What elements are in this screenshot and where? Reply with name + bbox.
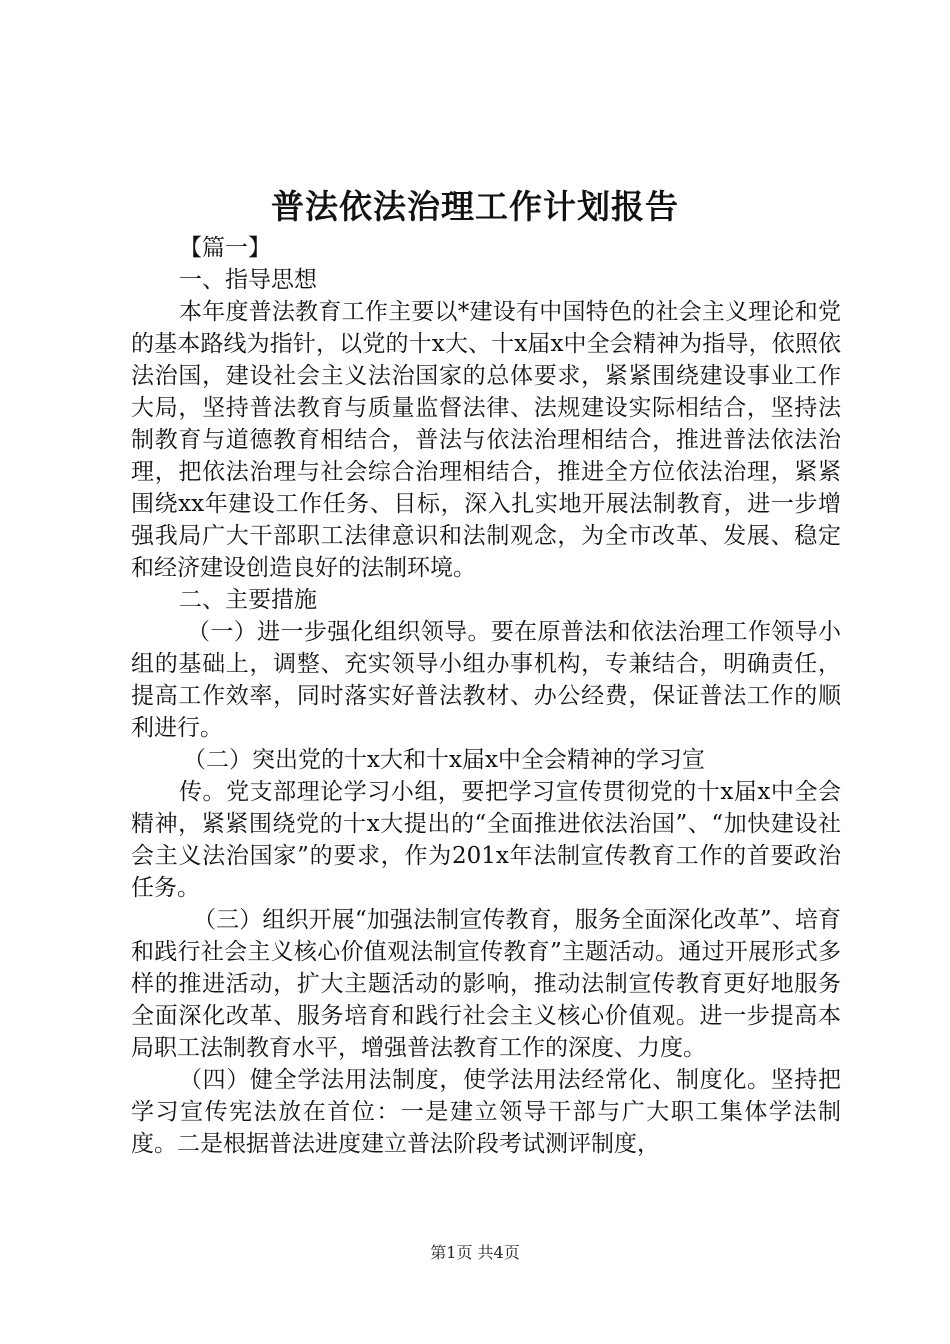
document-title: 普法依法治理工作计划报告 <box>271 187 679 226</box>
heading-guiding-ideology: 一、指导思想 <box>179 267 317 293</box>
paragraph-measure-1: （一）进一步强化组织领导。要在原普法和依法治理工作领导小组的基础上，调整、充实领导小组办事机构，专兼结合，明确责任，提高工作效率，同时落实好普法教材、办公经费，保证普法工作的顺利进行。 <box>131 619 841 741</box>
page-footer: 第1页 共4页 <box>430 1243 520 1262</box>
section-label: 【篇一】 <box>179 235 271 261</box>
paragraph-guiding-ideology: 本年度普法教育工作主要以*建设有中国特色的社会主义理论和党的基本路线为指针，以党的十x大、十x届x中全会精神为指导，依照依法治国，建设社会主义法治国家的总体要求，紧紧围绕建设事业工作大局，坚持普法教育与质量监督法律、法规建设实际相结合，坚持法制教育与道德教育相结合，普法与依法治理相结合，推进普法依法治理，把依法治理与社会综合治理相结合，推进全方位依法治理，紧紧围绕xx年建设工作任务、目标，深入扎实地开展法制教育，进一步增强我局广大干部职工法律意识和法制观念，为全市改革、发展、稳定和经济建设创造良好的法制环境。 <box>131 299 841 581</box>
paragraph-measure-4: （四）健全学法用法制度，使学法用法经常化、制度化。坚持把学习宣传宪法放在首位：一是建立领导干部与广大职工集体学法制度。二是根据普法进度建立普法阶段考试测评制度， <box>131 1067 841 1157</box>
document-body <box>131 232 841 1160</box>
paragraph-measure-2-body: 传。党支部理论学习小组，要把学习宣传贯彻党的十x届x中全会精神，紧紧围绕党的十x大提出的“全面推进依法治国”、“加快建设社会主义法治国家”的要求，作为201x年法制宣传教育工作的首要政治任务。 <box>131 779 841 901</box>
paragraph-measure-2-head: （二）突出党的十x大和十x届x中全会精神的学习宣 <box>183 747 705 773</box>
paragraph-measure-3: （三）组织开展“加强法制宣传教育，服务全面深化改革”、培育和践行社会主义核心价值观法制宣传教育”主题活动。通过开展形式多样的推进活动，扩大主题活动的影响，推动法制宣传教育更好地服务全面深化改革、服务培育和践行社会主义核心价值观。进一步提高本局职工法制教育水平，增强普法教育工作的深度、力度。 <box>131 907 841 1061</box>
heading-main-measures: 二、主要措施 <box>179 587 317 613</box>
